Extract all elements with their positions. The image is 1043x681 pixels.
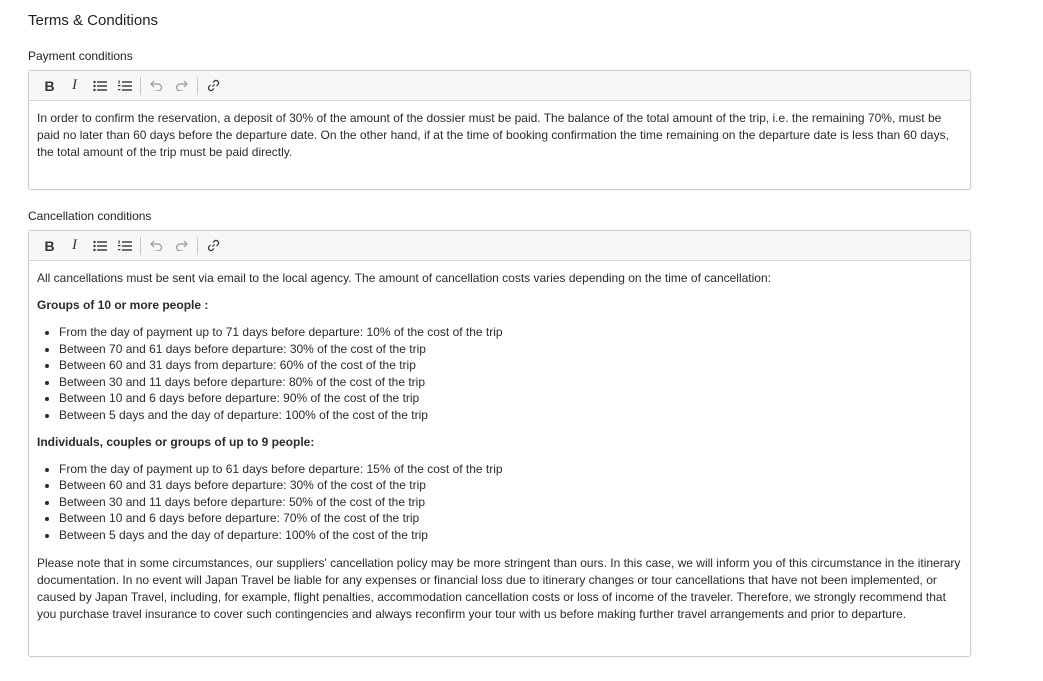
undo-button[interactable]: [144, 234, 169, 258]
toolbar-divider: [197, 77, 198, 95]
editor-toolbar: [29, 71, 970, 101]
undo-icon: [150, 240, 163, 251]
list-item: • Between 10 and 6 days before departure: 90% of the cost of the trip: [59, 390, 962, 407]
list-item: • Between 5 days and the day of departure: 100% of the cost of the trip: [59, 527, 962, 544]
payment-conditions-content[interactable]: [29, 101, 970, 169]
undo-button[interactable]: [144, 74, 169, 98]
bullet-list-icon: [93, 240, 107, 252]
ordered-list-icon: [118, 240, 132, 252]
redo-icon: [175, 240, 188, 251]
list-item: • Between 5 days and the day of departure: 100% of the cost of the trip: [59, 407, 962, 424]
bold-button[interactable]: B: [44, 77, 55, 94]
link-button[interactable]: [201, 74, 226, 98]
redo-icon: [175, 80, 188, 91]
bullet-list-icon: [93, 80, 107, 92]
editor-toolbar: [29, 231, 970, 261]
payment-conditions-text: In order to confirm the reservation, a deposit of 30% of the amount of the dossier must be paid. The balance of the total amount of the trip, i.e. the remaining 70%, must be paid no later than 60 days before the departure date. On the other hand, if at the time of booking confirmation the time remaining on the departure date is less than 60 days, the total amount of the trip must be paid directly.: [37, 111, 949, 159]
link-icon: [207, 79, 220, 92]
bullet-list-button[interactable]: [87, 74, 112, 98]
toolbar-divider: [197, 237, 198, 255]
cancellation-conditions-editor: [28, 230, 971, 657]
italic-button[interactable]: I: [72, 237, 77, 253]
redo-button[interactable]: [169, 74, 194, 98]
toolbar-divider: [140, 237, 141, 255]
toolbar-divider: [140, 77, 141, 95]
list-item: • From the day of payment up to 71 days before departure: 10% of the cost of the trip: [59, 324, 962, 341]
cancellation-intro: All cancellations must be sent via email to the local agency. The amount of cancellation costs varies depending on the time of cancellation:: [37, 271, 771, 285]
cancellation-note: Please note that in some circumstances, our suppliers' cancellation policy may be more stringent than ours. In this case, we will inform you of this circumstance in the itinerary documentation. In no event will Japan Travel be liable for any expenses or financial loss due to itinerary changes or tour cancellations that have not been implemented, or caused by Japan Travel, including, for example, flight penalties, accommodation cancellation costs or loss of income of the traveler. Therefore, we strongly recommend that you purchase travel insurance to cover such contingencies and always reconfirm your tour with us before making further travel arrangements and prior to departure.: [37, 555, 961, 621]
list-item: • Between 30 and 11 days before departure: 80% of the cost of the trip: [59, 374, 962, 391]
italic-button[interactable]: I: [72, 77, 77, 93]
ordered-list-button[interactable]: [112, 234, 137, 258]
redo-button[interactable]: [169, 234, 194, 258]
payment-conditions-label: Payment conditions: [28, 49, 133, 63]
link-button[interactable]: [201, 234, 226, 258]
ordered-list-button[interactable]: [112, 74, 137, 98]
bold-button[interactable]: B: [44, 237, 55, 254]
undo-icon: [150, 80, 163, 91]
page-title: Terms & Conditions: [28, 12, 159, 29]
list-item: • Between 70 and 61 days before departure: 30% of the cost of the trip: [59, 341, 962, 358]
list-item: • Between 60 and 31 days before departure: 30% of the cost of the trip: [59, 477, 962, 494]
group2-heading: Individuals, couples or groups of up to 9 people:: [37, 434, 315, 449]
bullet-list-button[interactable]: [87, 234, 112, 258]
cancellation-conditions-label: Cancellation conditions: [28, 209, 152, 223]
link-icon: [207, 239, 220, 252]
list-item: • Between 60 and 31 days from departure: 60% of the cost of the trip: [59, 357, 962, 374]
cancellation-conditions-content[interactable]: [29, 261, 970, 631]
group2-list: [37, 461, 962, 544]
payment-conditions-editor: [28, 70, 971, 190]
ordered-list-icon: [118, 80, 132, 92]
list-item: • From the day of payment up to 61 days before departure: 15% of the cost of the trip: [59, 461, 962, 478]
group1-list: [37, 324, 962, 424]
list-item: • Between 10 and 6 days before departure: 70% of the cost of the trip: [59, 510, 962, 527]
list-item: • Between 30 and 11 days before departure: 50% of the cost of the trip: [59, 494, 962, 511]
group1-heading: Groups of 10 or more people :: [37, 298, 209, 312]
